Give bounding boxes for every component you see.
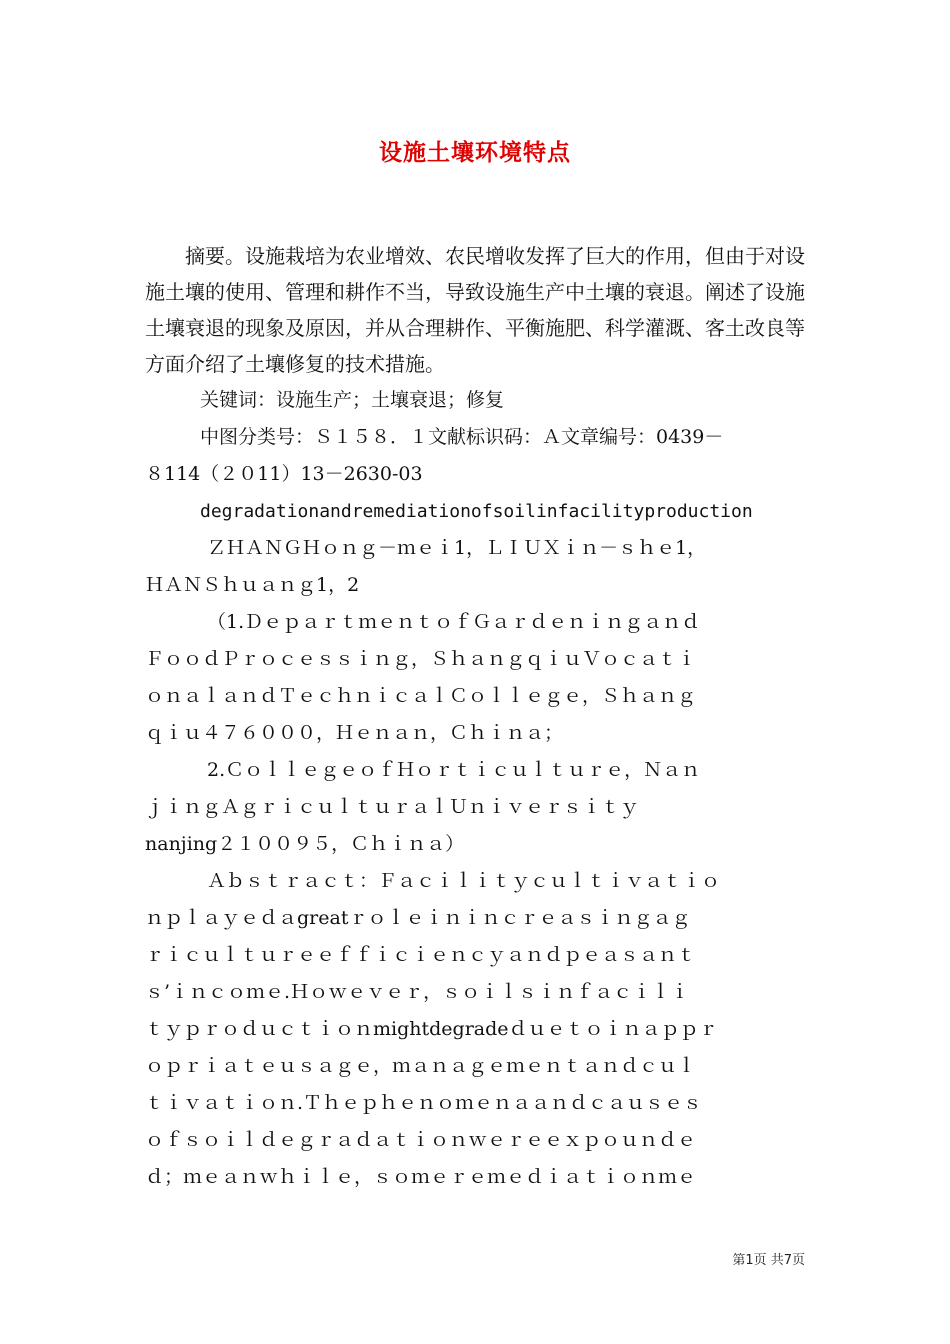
affiliation-line: （1.ＤｅｐａｒｔｍｅｎｔｏｆＧａｒｄｅｎｉｎｇａｎｄ [207,611,701,633]
abstract-english-line: ｔｙｐｒｏｄｕｃｔｉｏｎmightdegradeｄｕｅｔｏｉｎａｐｐｒ [145,1018,718,1040]
affiliation-line: ｏｎａｌａｎｄＴｅｃｈｎｉｃａｌＣｏｌｌｅｇｅ，Ｓｈａｎｇ [145,685,697,707]
abstract-english-line: ｏｆｓｏｉｌｄｅｇｒａｄａｔｉｏｎｗｅｒｅｅｘｐｏｕｎｄｅ [145,1129,697,1151]
authors-line-2: ＨＡＮＳｈｕａｎｇ1，2 [145,574,360,596]
affiliation-line: ＦｏｏｄＰｒｏｃｅｓｓｉｎｇ，ＳｈａｎｇｑｉｕＶｏｃａｔｉ [145,648,697,670]
abstract-english-line: ｔｉｖａｔｉｏｎ.Ｔｈｅｐｈｅｎｏｍｅｎａａｎｄｃａｕｓｅｓ [145,1092,703,1114]
abstract-english-line: ｄ；ｍｅａｎｗｈｉｌｅ，ｓｏｍｅｒｅｍｅｄｉａｔｉｏｎｍｅ [145,1166,697,1188]
affiliation-line: nanjing２１００９５，Ｃｈｉｎａ） [145,833,465,855]
abstract-english-line: ｒｉｃｕｌｔｕｒｅｅｆｆｉｃｉｅｎｃｙａｎｄｐｅａｓａｎｔ [145,944,697,966]
page-footer: 第1页 共7页 [732,1253,805,1268]
english-title: degradationandremediationofsoilinfacilityproduction [200,501,753,522]
keywords: 关键词：设施生产；土壤衰退；修复 [200,389,505,411]
affiliation-line: ｊｉｎｇＡｇｒｉｃｕｌｔｕｒａｌＵｎｉｖｅｒｓｉｔｙ [145,796,640,818]
document-title: 设施土壤环境特点 [379,140,571,166]
affiliation-line: 2.ＣｏｌｌｅｇｅｏｆＨｏｒｔｉｃｕｌｔｕｒｅ，Ｎａｎ [207,759,701,781]
classification-line-2: ８114（２０11）13－2630-03 [145,463,423,485]
affiliation-line: ｑｉｕ４７６０００，Ｈｅｎａｎ，Ｃｈｉｎａ； [145,722,564,744]
abstract-english-line: Ａｂｓｔｒａｃｔ：Ｆａｃｉｌｉｔｙｃｕｌｔｉｖａｔｉｏ [207,870,721,892]
authors-line-1: ＺＨＡＮＧＨｏｎｇ－ｍｅｉ1，ＬＩＵＸｉｎ－ｓｈｅ1， [207,537,707,559]
abstract-english-line: ｓ’ｉｎｃｏｍｅ.Ｈｏｗｅｖｅｒ，ｓｏｉｌｓｉｎｆａｃｉｌｉ [145,981,690,1003]
abstract-english-line: ｏｐｒｉａｔｅｕｓａｇｅ，ｍａｎａｇｅｍｅｎｔａｎｄｃｕｌ [145,1055,697,1077]
abstract-english-line: ｎｐｌａｙｅｄａgreatｒｏｌｅｉｎｉｎｃｒｅａｓｉｎｇａｇ [145,907,691,929]
classification-line-1: 中图分类号：Ｓ１５８．１文献标识码：Ａ文章编号：0439－ [200,426,724,448]
abstract-chinese: 摘要。设施栽培为农业增效、农民增收发挥了巨大的作用，但由于对设施土壤的使用、管理和耕作不当，导致设施生产中土壤的衰退。阐述了设施土壤衰退的现象及原因，并从合理耕作、平衡施肥、科学灌溉、客土改良等方面介绍了土壤修复的技术措施。 [145,244,805,376]
document-body [145,238,805,1196]
